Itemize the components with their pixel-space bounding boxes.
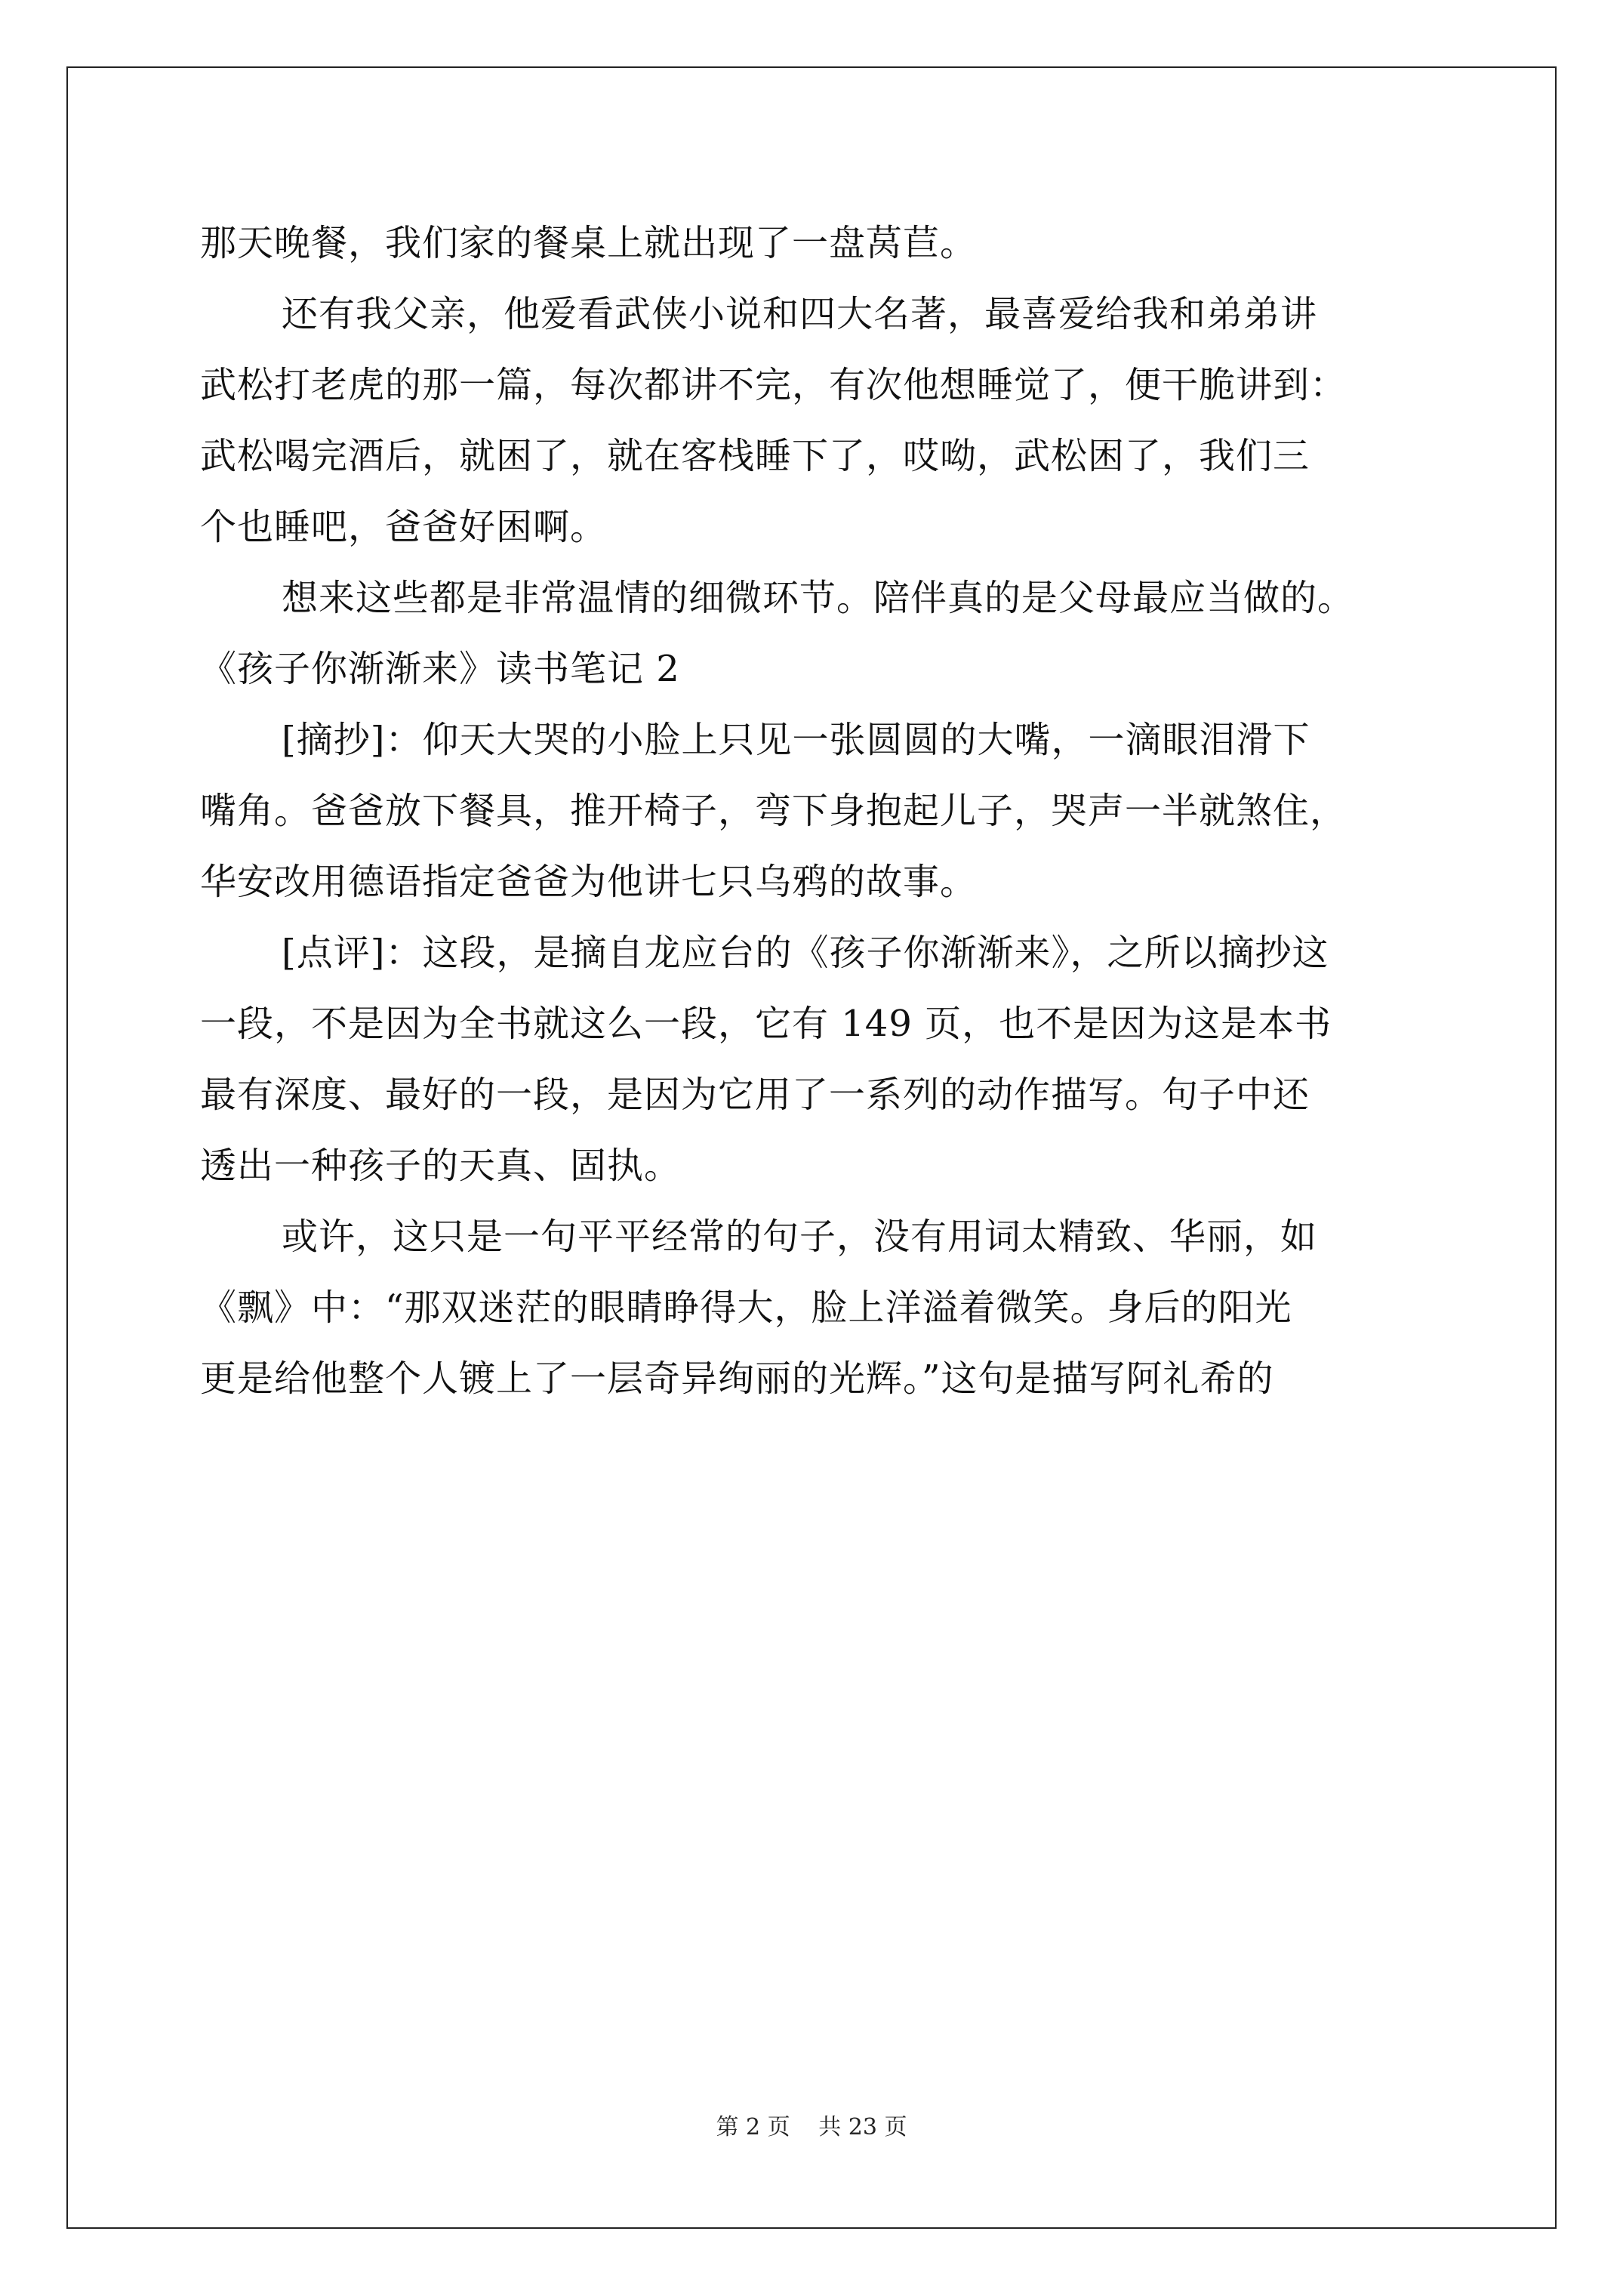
text-line: 个也睡吧，爸爸好困啊。 [200, 506, 608, 548]
paragraph-start: 或许，这只是一句平平经常的句子，没有用词太精致、华丽，如 [282, 1216, 1318, 1258]
section-heading: 《孩子你渐渐来》读书笔记 2 [200, 648, 680, 690]
paragraph-start: [点评]：这段，是摘自龙应台的《孩子你渐渐来》，之所以摘抄这 [282, 932, 1329, 974]
page-total: 共 23 页 [818, 2114, 907, 2140]
page-footer [0, 2108, 1623, 2141]
paragraph-start: [摘抄]：仰天大哭的小脸上只见一张圆圆的大嘴，一滴眼泪滑下 [282, 719, 1310, 761]
text-line: 武松打老虎的那一篇，每次都讲不完，有次他想睡觉了，便干脆讲到： [200, 364, 1347, 406]
document-body [200, 208, 1423, 1414]
page-number: 第 2 页 [716, 2114, 790, 2140]
text-line: 更是给他整个人镀上了一层奇异绚丽的光辉。”这句是描写阿礼希的 [200, 1358, 1274, 1400]
text-line: 武松喝完酒后，就困了，就在客栈睡下了，哎呦，武松困了，我们三 [200, 435, 1310, 477]
text-line: 最有深度、最好的一段，是因为它用了一系列的动作描写。句子中还 [200, 1074, 1310, 1116]
text-line: 华安改用德语指定爸爸为他讲七只乌鸦的故事。 [200, 861, 978, 903]
text-line: 嘴角。爸爸放下餐具，推开椅子，弯下身抱起儿子，哭声一半就煞住， [200, 790, 1347, 832]
paragraph-start: 想来这些都是非常温情的细微环节。陪伴真的是父母最应当做的。 [282, 577, 1355, 619]
text-line: 《飘》中：“那双迷茫的眼睛睁得大，脸上洋溢着微笑。身后的阳光 [200, 1287, 1292, 1329]
text-line: 那天晚餐，我们家的餐桌上就出现了一盘莴苣。 [200, 222, 978, 264]
text-line: 透出一种孩子的天真、固执。 [200, 1145, 682, 1187]
paragraph-start: 还有我父亲，他爱看武侠小说和四大名著，最喜爱给我和弟弟讲 [282, 293, 1318, 335]
text-line: 一段，不是因为全书就这么一段，它有 149 页，也不是因为这是本书 [200, 1003, 1332, 1045]
